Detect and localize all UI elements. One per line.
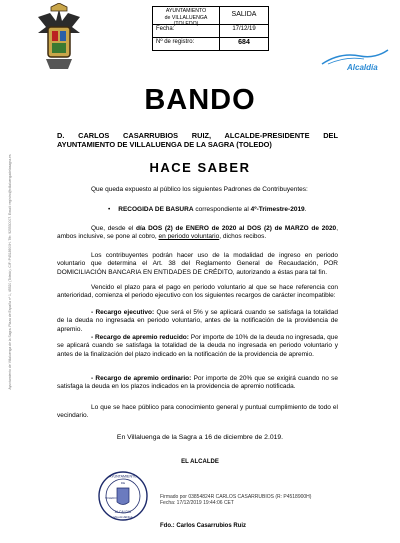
official-seal-icon	[97, 470, 149, 522]
r3-label: - Recargo de apremio ordinario:	[91, 375, 192, 382]
alcalde-label: EL ALCALDE	[181, 459, 219, 465]
recargo-ejecutivo	[57, 309, 338, 334]
p2-dates: día DOS (2) de ENERO de 2020 al DOS (2) de MARZO de 2020	[135, 225, 337, 232]
document-title: BANDO	[144, 84, 256, 116]
hace-saber-heading: HACE SABER	[149, 160, 251, 175]
sidebar-vertical-text: Ayuntamiento de Villaluenga de la Sagra. Plaza de España nº 1, 45520 (Toledo). CIF: P4518900H. Tfn: 925530007. Email: registro@villaluengadelasagra.es	[8, 154, 12, 390]
bullet-mark: •	[108, 206, 111, 213]
stamp-reg-value: 684	[238, 39, 250, 46]
r1-label: - Recargo ejecutivo:	[91, 309, 155, 316]
paragraph-padrones: Que queda expuesto al público los siguientes Padrones de Contribuyentes:	[91, 186, 308, 193]
paragraph-publico: Lo que se hace público para conocimiento general y puntual cumplimiento de todo el vecindario.	[57, 404, 338, 420]
seal-top-text: AYUNTAMIENTO	[109, 474, 137, 479]
seal-region-text: TOLEDO	[105, 496, 117, 500]
stamp-org-line2: de VILLALUENGA	[164, 14, 208, 21]
seal-mid-text: DE	[120, 481, 126, 485]
p2-a: Que, desde el	[91, 225, 136, 232]
signature-line2: Fecha: 17/12/2019 19:44:06 CET	[160, 500, 234, 507]
p2-c: , ambos inclusive, se pone al cobro,	[57, 225, 338, 241]
paragraph-domiciliacion: Los contribuyentes podrán hacer uso de la modalidad de ingreso en periodo voluntario que determina el Art. 38 del Reglamento General de Recaudación, POR DOMICILIACIÓN BANCARIA EN ENTIDADES DE CRÉDITO, autorizando a éstas para tal fin.	[57, 252, 338, 276]
stamp-type: SALIDA	[231, 11, 257, 18]
stamp-reg-label: Nº de registro:	[153, 38, 220, 50]
alcaldia-logo-text: Alcaldía	[347, 63, 378, 72]
paragraph-vencido: Vencido el plazo para el pago en periodo voluntario al que se hace referencia con anterioridad, comienza el periodo ejecutivo con los siguientes recargos de carácter incompatible:	[57, 284, 338, 300]
r3-text: Por importe de 20% que se exigirá cuando no se satisfaga la deuda en los plazos indicados en la providencia de apremio notificada.	[57, 375, 338, 391]
digital-signature	[160, 494, 311, 506]
signature-line1: Firmado por 03854824R CARLOS CASARRUBIOS (R: P4518900H)	[160, 494, 312, 500]
r1-text: Que será el 5% y se aplicará cuando se satisfaga la totalidad de la deuda no ingresada en periodo voluntario, antes de la notificación de la providencia de apremio.	[57, 309, 338, 333]
r2-label: - Recargo de apremio reducido:	[91, 334, 189, 341]
bullet-period: 4º-Trimestre-2019	[250, 206, 305, 213]
p2-voluntario: en periodo voluntario	[158, 233, 220, 241]
recargo-reducido	[57, 334, 338, 359]
stamp-date-value: 17/12/19	[232, 26, 256, 32]
date-line: En Villaluenga de la Sagra a 16 de diciembre de 2.019.	[116, 434, 284, 441]
stamp-org-line3: (TOLEDO)	[173, 21, 199, 27]
seal-bottom-text: ALCALDIA	[114, 510, 132, 514]
bullet-mid: correspondiente al	[193, 206, 251, 213]
stamp-date-label: Fecha:	[153, 25, 220, 37]
seal-town-text: VILLALUENGA	[113, 515, 133, 519]
bullet-bold: RECOGIDA DE BASURA	[118, 206, 194, 213]
stamp-org-line1: AYUNTAMIENTO	[165, 8, 207, 14]
r2-text: Por importe de 10% de la deuda no ingresada, que se aplicará cuando se satisfaga la totalidad de la deuda no ingresada en periodo voluntario y antes de la finalización del plazo indicado en la notificación de la providencia de apremio.	[57, 334, 338, 358]
coat-of-arms-icon	[34, 3, 84, 73]
paragraph-cobro	[57, 225, 338, 242]
intro-paragraph: D. CARLOS CASARRUBIOS RUIZ, ALCALDE-PRESIDENTE DEL AYUNTAMIENTO DE VILLALUENGA DE LA SAGRA (TOLEDO)	[57, 131, 338, 149]
signatory-name: Fdo.: Carlos Casarrubios Ruiz	[160, 523, 247, 529]
recargo-ordinario	[57, 375, 338, 392]
registry-stamp	[152, 6, 269, 51]
bullet-item	[108, 206, 306, 213]
p2-e: , dichos recibos.	[219, 233, 267, 241]
bullet-end: .	[304, 206, 307, 213]
